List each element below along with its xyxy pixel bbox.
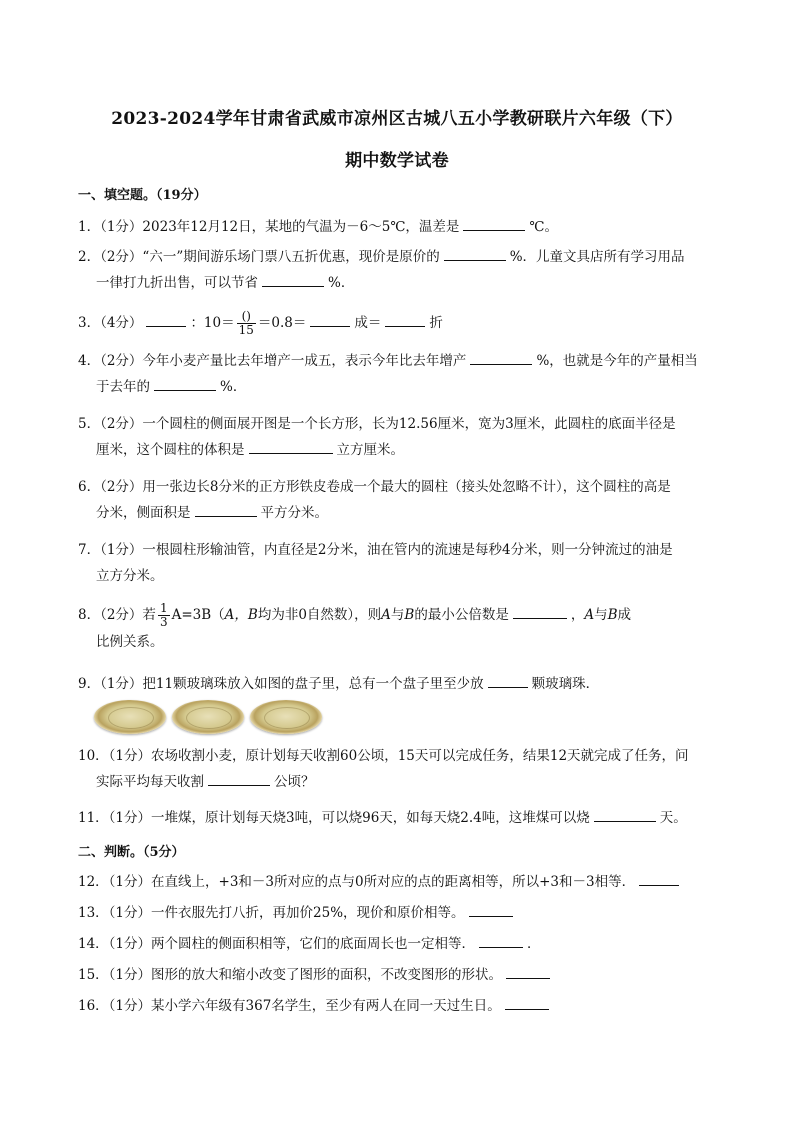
plate-image (94, 700, 166, 734)
exam-title: 2023-2024学年甘肃省武威市凉州区古城八五小学教研联片六年级（下） (111, 109, 683, 129)
answer-blank[interactable] (505, 994, 549, 1010)
answer-blank[interactable] (479, 932, 523, 948)
section-fill-blank: 一、填空题。（19分） (78, 188, 207, 203)
question-9: 9．（1分）把11颗玻璃珠放入如图的盘子里，总有一个盘子里至少放 颗玻璃珠． (78, 671, 718, 697)
answer-blank[interactable] (594, 806, 656, 822)
question-3: 3．（4分） ：10＝ $\frac{()}{15}$ ＝0.8＝ 成＝ 折 (78, 309, 443, 337)
answer-blank[interactable] (488, 672, 528, 688)
answer-blank[interactable] (249, 438, 333, 454)
fraction: $\frac{()}{15}$ (238, 309, 254, 337)
question-5: 5．（2分）一个圆柱的侧面展开图是一个长方形，长为12.56厘米，宽为3厘米，此圆柱的底面半径是 厘米，这个圆柱的体积是 立方厘米。 (78, 416, 676, 458)
answer-blank[interactable] (208, 770, 270, 786)
answer-blank[interactable] (444, 245, 506, 261)
question-6: 6．（2分）用一张边长8分米的正方形铁皮卷成一个最大的圆柱（接头处忽略不计），这个圆柱的高是 分米，侧面积是 平方分米。 (78, 479, 671, 521)
answer-blank[interactable] (154, 375, 216, 391)
plate-image (250, 700, 322, 734)
question-16: 16．（1分）某小学六年级有367名学生，至少有两人在同一天过生日。 (78, 993, 718, 1019)
answer-blank[interactable] (146, 311, 186, 327)
question-12: 12．（1分）在直线上，+3和－3所对应的点与0所对应的点的距离相等，所以+3和－3相等． (78, 869, 718, 895)
answer-blank[interactable] (463, 215, 525, 231)
plate-image (172, 700, 244, 734)
question-2: 2．（2分）“六一”期间游乐场门票八五折优惠，现价是原价的 %．儿童文具店所有学习用品 一律打九折出售，可以节省 %． (78, 244, 718, 296)
answer-blank[interactable] (469, 901, 513, 917)
question-10: 10．（1分）农场收割小麦，原计划每天收割60公顷，15天可以完成任务，结果12天就完成了任务，问 实际平均每天收割 公顷？ (78, 748, 689, 790)
question-15: 15．（1分）图形的放大和缩小改变了图形的面积，不改变图形的形状。 (78, 962, 718, 988)
answer-blank[interactable] (506, 963, 550, 979)
question-4: 4．（2分）今年小麦产量比去年增产一成五，表示今年比去年增产 %，也就是今年的产量相当 于去年的 %． (78, 348, 718, 400)
question-1: 1．（1分）2023年12月12日，某地的气温为－6～5℃，温差是 ℃。 (78, 214, 718, 240)
question-8: 8．（2分）若 $\frac{1}{3}$ A=3B（A，B均为非0自然数），则A与B的最小公倍数是 ，A与B成 比例关系。 (78, 601, 632, 650)
answer-blank[interactable] (639, 870, 679, 886)
question-14: 14．（1分）两个圆柱的侧面积相等，它们的底面周长也一定相等． ． (78, 931, 718, 957)
answer-blank[interactable] (262, 271, 324, 287)
answer-blank[interactable] (195, 501, 257, 517)
answer-blank[interactable] (310, 311, 350, 327)
answer-blank[interactable] (385, 311, 425, 327)
fraction: $\frac{1}{3}$ (159, 601, 168, 629)
section-judge: 二、判断。（5分） (78, 845, 185, 860)
answer-blank[interactable] (513, 603, 567, 619)
answer-blank[interactable] (470, 349, 532, 365)
question-11: 11．（1分）一堆煤，原计划每天烧3吨，可以烧96天，如每天烧2.4吨，这堆煤可以烧 天。 (78, 805, 718, 831)
question-13: 13．（1分）一件衣服先打八折，再加价25%，现价和原价相等。 (78, 900, 718, 926)
question-7: 7．（1分）一根圆柱形输油管，内直径是2分米，油在管内的流速是每秒4分米，则一分钟流过的油是 立方分米。 (78, 542, 673, 584)
exam-subtitle: 期中数学试卷 (345, 151, 449, 171)
